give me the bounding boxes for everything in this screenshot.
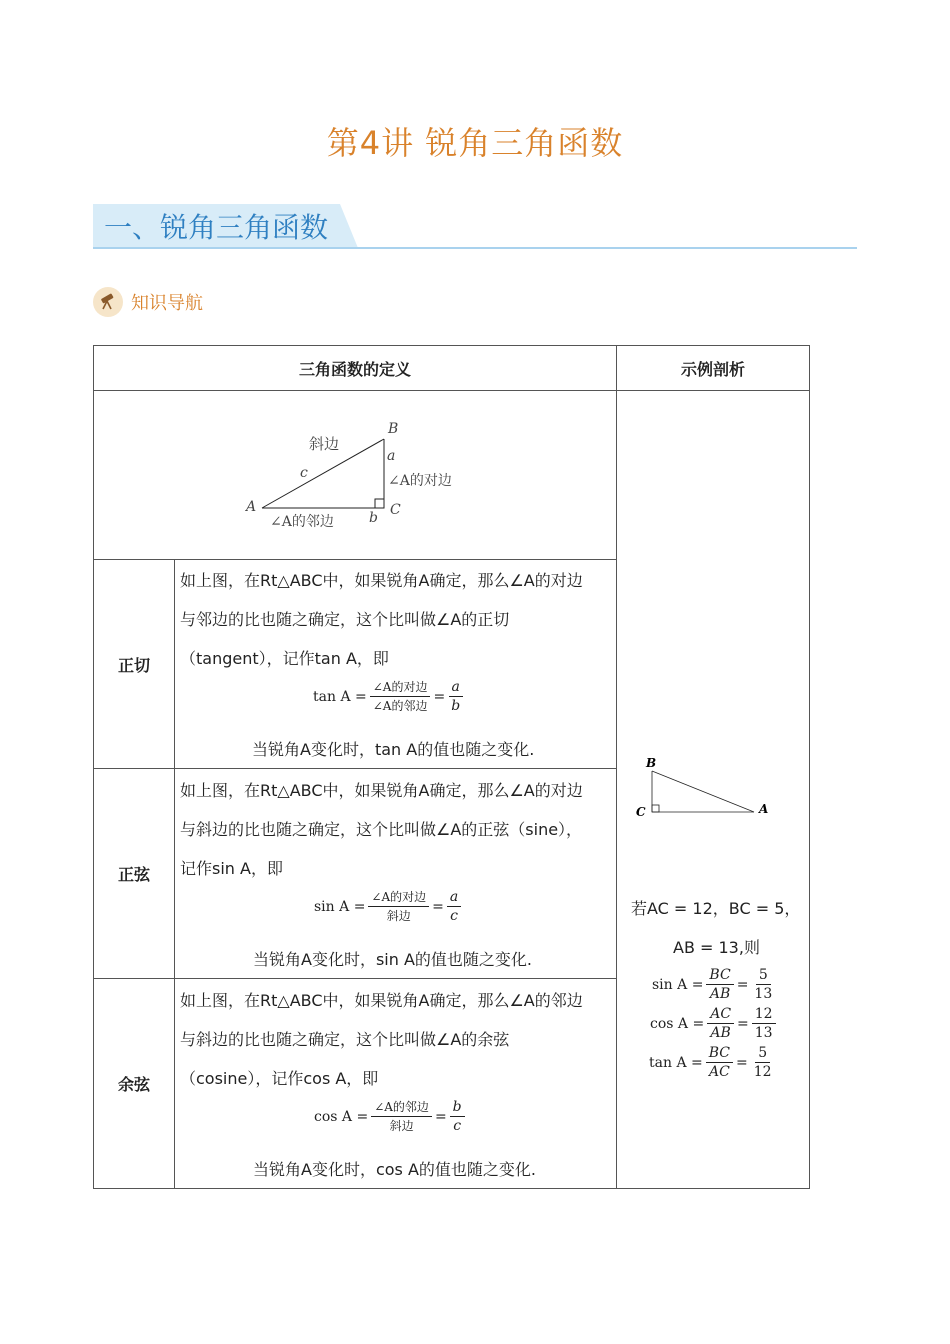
sine-formula	[314, 888, 464, 925]
ex-tan-eq: =	[736, 1054, 748, 1071]
telescope-icon	[93, 287, 123, 317]
example-cell	[616, 390, 810, 1189]
ex-cos-vnum: 12	[752, 1005, 776, 1024]
ex-given-1: 若AC = 12，BC = 5，	[631, 899, 801, 918]
tangent-res-den: b	[451, 698, 461, 714]
ex-label-c: C	[636, 805, 646, 819]
tangent-footer: 当锐角A变化时，tan A的值也随之变化.	[252, 740, 535, 759]
section-title: 一、锐角三角函数	[104, 211, 329, 244]
ex-sin-eq: =	[736, 976, 749, 993]
ex-tan-vden: 12	[753, 1064, 772, 1080]
ex-label-a: A	[759, 802, 769, 816]
nav-label: 知识导航	[131, 293, 203, 314]
sine-lhs: sin A =	[314, 898, 366, 915]
ex-right-angle	[652, 805, 659, 812]
ex-tan-den: AC	[708, 1064, 730, 1080]
cosine-line-2: 与斜边的比也随之确定，这个比叫做∠A的余弦	[180, 1030, 510, 1049]
sine-eq: =	[432, 898, 444, 915]
header-definition: 三角函数的定义	[93, 345, 617, 391]
tangent-formula	[313, 678, 466, 715]
knowledge-nav	[93, 286, 203, 318]
cosine-eq: =	[434, 1108, 447, 1125]
ex-cos-eq: =	[737, 1015, 749, 1032]
label-hypotenuse: 斜边	[309, 435, 340, 453]
label-side-b: b	[369, 510, 378, 526]
row-name-tangent: 正切	[93, 559, 175, 769]
tangent-frac-den: ∠A的邻边	[372, 699, 428, 713]
ex-tan-formula	[649, 1044, 778, 1081]
ex-sin-vnum: 5	[756, 966, 771, 985]
diagram-cell	[93, 390, 617, 560]
row-body-sine	[174, 768, 617, 979]
sine-line-1: 如上图，在Rt△ABC中，如果锐角A确定，那么∠A的对边	[180, 781, 583, 800]
label-side-a: a	[387, 448, 396, 464]
triangle-diagram	[94, 391, 616, 559]
sine-line-2: 与斜边的比也随之确定，这个比叫做∠A的正弦（sine），	[180, 820, 583, 839]
ex-tan-lhs: tan A =	[649, 1054, 703, 1071]
ex-sin-den: AB	[709, 986, 731, 1002]
ex-sin-lhs: sin A =	[652, 976, 704, 993]
cosine-lhs: cos A =	[314, 1108, 369, 1125]
cosine-frac-num: ∠A的邻边	[371, 1098, 432, 1117]
cosine-formula	[314, 1098, 468, 1135]
sine-line-3: 记作sin A，即	[180, 859, 283, 878]
ex-cos-vden: 13	[754, 1025, 773, 1041]
ex-cos-formula	[650, 1005, 779, 1042]
ex-sin-formula	[652, 966, 778, 1003]
sine-res-num: a	[447, 888, 461, 907]
label-adjacent: ∠A的邻边	[270, 514, 334, 530]
label-vertex-a: A	[246, 499, 257, 515]
ex-hypotenuse	[652, 771, 754, 812]
section-underline	[93, 247, 857, 249]
header-example: 示例剖析	[616, 345, 810, 391]
ex-label-b: B	[646, 756, 657, 770]
label-vertex-b: B	[388, 421, 399, 437]
ex-cos-den: AB	[710, 1025, 731, 1041]
label-vertex-c: C	[390, 502, 401, 518]
ex-tan-num: BC	[706, 1044, 733, 1063]
ex-given-2: AB = 13,则	[673, 938, 760, 957]
cosine-frac-den: 斜边	[389, 1119, 414, 1133]
row-body-cosine	[174, 978, 617, 1189]
ex-sin-vden: 13	[754, 986, 773, 1002]
tangent-line-2: 与邻边的比也随之确定，这个比叫做∠A的正切	[180, 610, 510, 629]
row-name-cosine: 余弦	[93, 978, 175, 1189]
cosine-footer: 当锐角A变化时，cos A的值也随之变化.	[253, 1160, 536, 1179]
page-title: 第4讲 锐角三角函数	[326, 124, 624, 162]
cosine-res-den: c	[453, 1118, 462, 1134]
sine-frac-num: ∠A的对边	[368, 888, 429, 907]
example-triangle	[617, 756, 809, 846]
sine-frac-den: 斜边	[386, 909, 411, 923]
cosine-res-num: b	[450, 1098, 465, 1117]
cosine-line-1: 如上图，在Rt△ABC中，如果锐角A确定，那么∠A的邻边	[180, 991, 583, 1010]
cosine-line-3: （cosine），记作cos A，即	[180, 1069, 379, 1088]
sine-footer: 当锐角A变化时，sin A的值也随之变化.	[253, 950, 532, 969]
tangent-frac-num: ∠A的对边	[370, 678, 431, 697]
definition-table	[93, 345, 810, 1189]
row-name-sine: 正弦	[93, 768, 175, 979]
tangent-line-1: 如上图，在Rt△ABC中，如果锐角A确定，那么∠A的对边	[180, 571, 583, 590]
label-opposite: ∠A的对边	[388, 473, 452, 489]
sine-res-den: c	[450, 908, 458, 924]
tangent-line-3: （tangent），记作tan A，即	[180, 649, 389, 668]
label-side-c: c	[300, 465, 308, 481]
ex-cos-lhs: cos A =	[650, 1015, 705, 1032]
ex-sin-num: BC	[706, 966, 733, 985]
row-body-tangent	[174, 559, 617, 769]
tangent-res-num: a	[449, 678, 463, 697]
right-angle-mark	[375, 499, 384, 508]
ex-tan-vnum: 5	[755, 1044, 770, 1063]
ex-cos-num: AC	[707, 1005, 734, 1024]
tangent-lhs: tan A =	[313, 688, 367, 705]
tangent-eq: =	[433, 688, 446, 705]
